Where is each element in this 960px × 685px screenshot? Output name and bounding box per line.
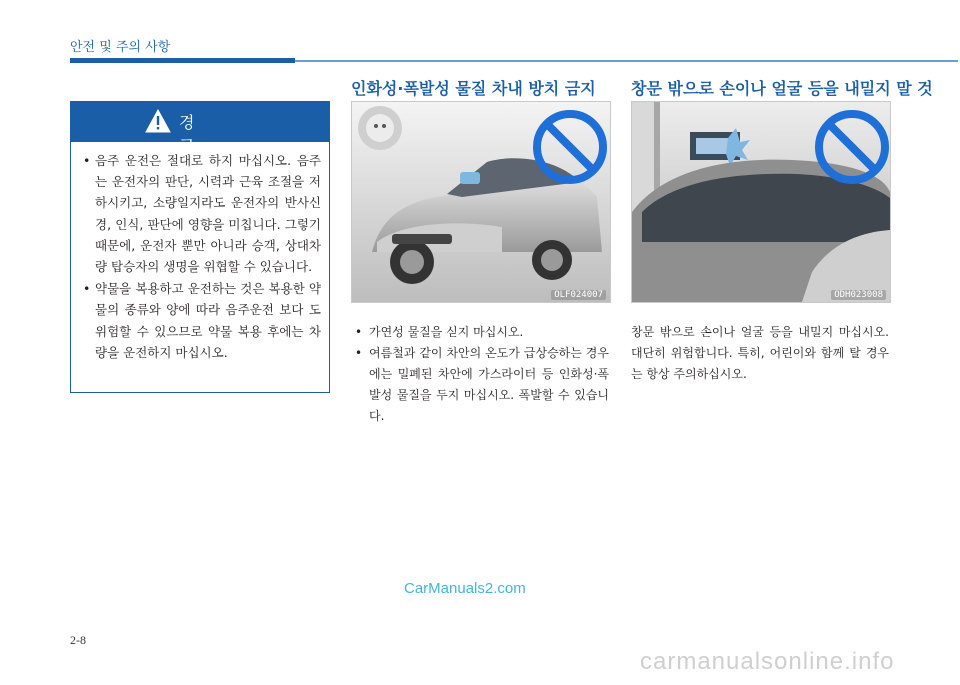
- window-warning-text: 창문 밖으로 손이나 얼굴 등을 내밀지 마십시오. 대단히 위험합니다. 특히, 어린이와 함께 탈 경우는 항상 주의하십시오.: [631, 325, 889, 381]
- flammable-list: [351, 322, 609, 427]
- section-heading-window: 창문 밖으로 손이나 얼굴 등을 내밀지 말 것: [631, 79, 933, 98]
- sun-icon: [358, 106, 402, 150]
- watermark: CarManuals2.com: [404, 580, 526, 597]
- list-item: • 가연성 물질을 싣지 마십시오.: [351, 322, 609, 343]
- page-number: 2-8: [70, 633, 86, 647]
- site-watermark: carmanualsonline.info: [640, 648, 895, 675]
- figure-code: OLF024007: [551, 290, 606, 300]
- warning-triangle-icon: [145, 109, 171, 133]
- warning-header: [71, 102, 329, 155]
- section-title: 안전 및 주의 사항: [70, 40, 171, 55]
- list-item: • 여름철과 같이 차안의 온도가 급상승하는 경우에는 밀폐된 차안에 가스라이터 등 인화성·폭발성 물질을 두지 마십시오. 폭발할 수 있습니다.: [351, 343, 609, 427]
- warning-list: [81, 150, 321, 364]
- warning-box: [70, 101, 330, 393]
- header-rule-accent: [70, 58, 295, 63]
- car-window-illustration: [632, 102, 890, 302]
- warning-item: • 음주 운전은 절대로 하지 마십시오. 음주는 운전자의 판단, 시력과 근육 조절을 저하시키고, 소량일지라도 운전자의 반사신경, 인식, 판단에 영향을 미칩니다. 그렇기 때문에, 운전자 뿐만 아니라 승객, 상대차량 탑승자의 생명을 위협할 수 있습니다.: [81, 150, 321, 277]
- section-heading-flammable: 인화성·폭발성 물질 차내 방치 금지: [351, 79, 596, 98]
- figure-window: [631, 101, 891, 303]
- figure-flammable: [351, 101, 611, 303]
- figure-code: ODH023008: [831, 290, 886, 300]
- warning-title: 경 고: [179, 113, 215, 155]
- warning-item: • 약물을 복용하고 운전하는 것은 복용한 약물의 종류와 양에 따라 음주운전 보다 도 위험할 수 있으므로 약물 복용 후에는 차량을 운전하지 마십시오.: [81, 278, 321, 363]
- car-sun-illustration: [352, 102, 610, 302]
